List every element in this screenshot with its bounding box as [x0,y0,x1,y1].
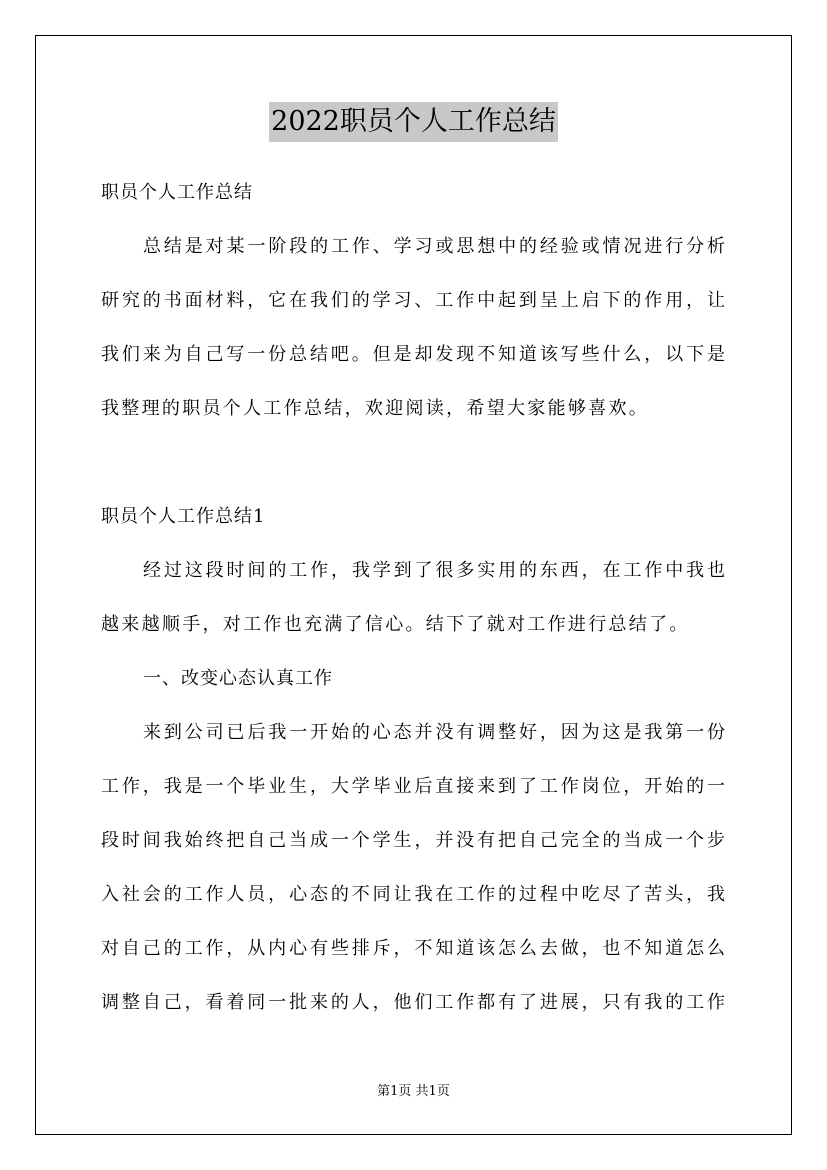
body-line-2: 工作，我是一个毕业生，大学毕业后直接来到了工作岗位，开始的一 [101,776,725,797]
sub-heading: 一、改变心态认真工作 [143,668,333,689]
body-line-3: 段时间我始终把自己当成一个学生，并没有把自己完全的当成一个步 [101,830,725,851]
page-footer: 第1页 共1页 [377,1084,450,1099]
body-line-6: 调整自己，看着同一批来的人，他们工作都有了进展，只有我的工作 [101,992,725,1013]
section1-line-2: 越来越顺手，对工作也充满了信心。结下了就对工作进行总结了。 [101,614,690,635]
intro-line-1: 总结是对某一阶段的工作、学习或思想中的经验或情况进行分析 [143,236,725,257]
intro-line-3: 我们来为自己写一份总结吧。但是却发现不知道该写些什么，以下是 [101,344,725,365]
section1-heading: 职员个人工作总结1 [101,506,266,527]
intro-line-4: 我整理的职员个人工作总结，欢迎阅读，希望大家能够喜欢。 [101,398,650,419]
document-title: 2022职员个人工作总结 [269,102,558,142]
intro-line-2: 研究的书面材料，它在我们的学习、工作中起到呈上启下的作用，让 [101,290,725,311]
body-line-1: 来到公司已后我一开始的心态并没有调整好，因为这是我第一份 [143,722,725,743]
body-line-5: 对自己的工作，从内心有些排斥，不知道该怎么去做，也不知道怎么 [101,938,725,959]
body-line-4: 入社会的工作人员，心态的不同让我在工作的过程中吃尽了苦头，我 [101,884,725,905]
document-subtitle: 职员个人工作总结 [101,182,253,203]
title-container [0,102,827,142]
section1-line-1: 经过这段时间的工作，我学到了很多实用的东西，在工作中我也 [143,560,725,581]
